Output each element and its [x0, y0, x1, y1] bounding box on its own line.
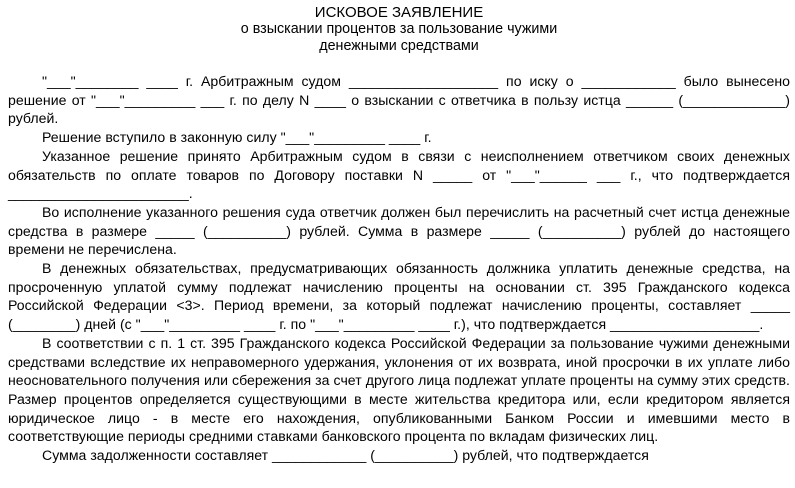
paragraph-payment-obligation: Во исполнение указанного решения суда ответчик должен был перечислить на расчетный счет истца денежные средства в размере _____ (__________) рублей. Сумма в размере _____ (__________) рублей до настоящего времени не перечислена.: [8, 203, 790, 258]
document-header: [8, 4, 790, 55]
document-title: ИСКОВОЕ ЗАЯВЛЕНИЕ: [314, 4, 484, 21]
paragraph-decision-basis: Указанное решение принято Арбитражным судом в связи с неисполнением ответчиком своих денежных обязательств по оплате товаров по Договору поставки N _____ от "___"______ ___ г., что подтверждается _______________________.: [8, 147, 790, 202]
paragraph-article-395: В соответствии с п. 1 ст. 395 Гражданского кодекса Российской Федерации за пользование чужими денежными средствами вследствие их неправомерного удержания, уклонения от их возврата, иной просрочки в их уплате либо неосновательного получения или сбережения за счет другого лица подлежат уплате проценты на сумму этих средств. Размер процентов определяется существующими в месте жительства кредитора или, если кредитором является юридическое лицо - в месте его нахождения, опубликованными Банком России и имевшими место в соответствующие периоды средними ставками банковского процента по вкладам физических лиц.: [8, 334, 790, 445]
paragraph-decision-in-force: Решение вступило в законную силу "___"_________ ____ г.: [42, 129, 432, 146]
document-subtitle-line-2: денежными средствами: [319, 38, 479, 54]
document-subtitle-line-1: о взыскании процентов за пользование чужими: [240, 21, 558, 37]
paragraph-court-decision: "___"________ ____ г. Арбитражным судом ___________________ по иску о ____________ было вынесено решение от "___"_________ ___ г. по делу N ____ о взыскании с ответчика в пользу истца ______ (_____________) рублей.: [8, 73, 790, 127]
document-page: [8, 4, 790, 465]
paragraph-interest-period: В денежных обязательствах, предусматривающих обязанность должника уплатить денежные средства, на просроченную уплатой сумму подлежат начислению проценты на основании ст. 395 Гражданского кодекса Российской Федерации <3>. Период времени, за который подлежат начислению проценты, составляет _____ (________) дней (с "___"_________ ____ г. по "___"_________ ____ г.), что подтверждается ___________________.: [8, 260, 790, 333]
document-body: [8, 72, 790, 465]
paragraph-debt-amount: Сумма задолженности составляет ____________ (__________) рублей, что подтверждается: [42, 447, 649, 464]
